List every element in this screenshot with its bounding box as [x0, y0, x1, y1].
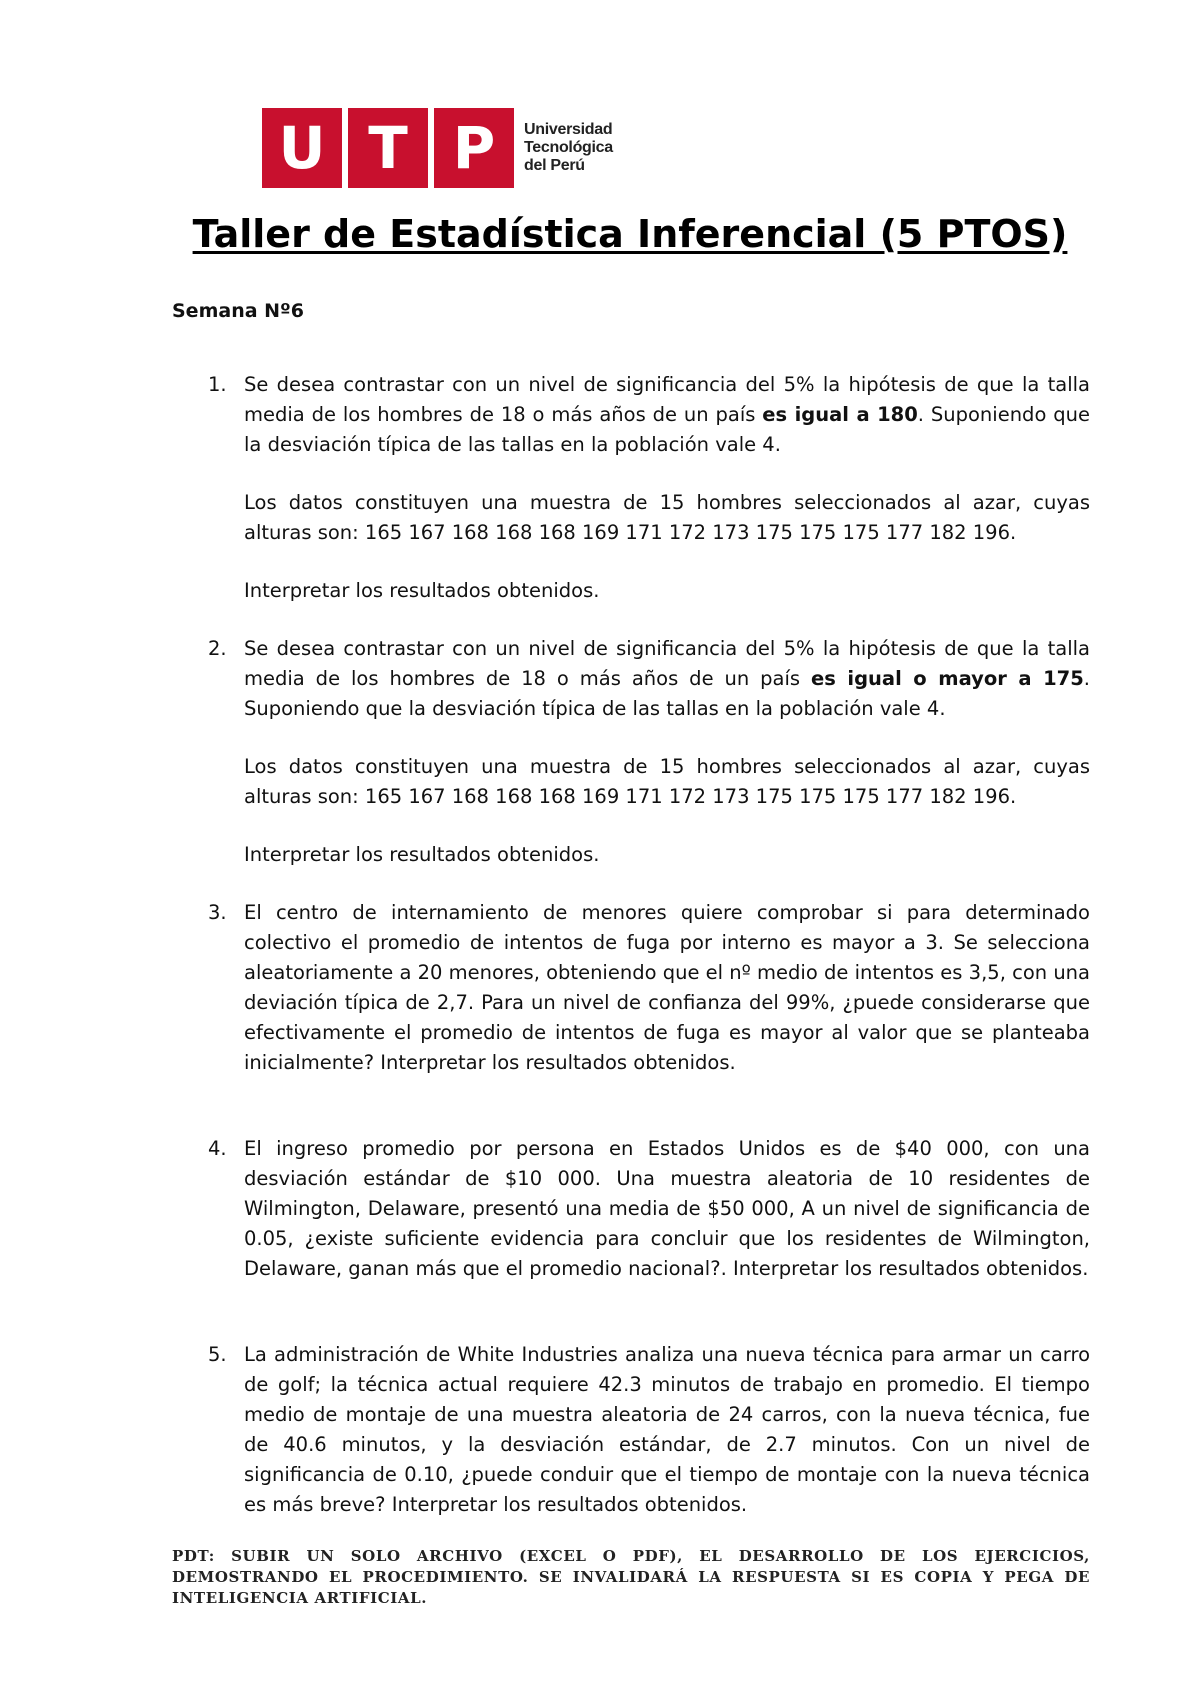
exercise-text: El centro de internamiento de menores quiere comprobar si para determinado colectivo el promedio de intentos de fuga por interno es mayor a 3. Se selecciona aleatoriamente a 20 menores, obteniendo que el nº medio de intentos es 3,5, con una deviación típica de 2,7. Para un nivel de confianza del 99%, ¿puede considerarse que efectivamente el promedio de intentos de fuga es mayor al valor que se planteaba inicialmente? Interpretar los resultados obtenidos.: [244, 901, 1090, 1074]
statement-text: Se desea contrastar con un nivel de significancia del 5% la hipótesis de que la talla media de los hombres de 18 o más años de un país: [244, 637, 1090, 690]
utp-logo: [262, 108, 613, 188]
statement-bold: es igual a 180: [762, 403, 918, 426]
exercise-2: [200, 634, 1090, 870]
exercise-5: [200, 1340, 1090, 1520]
page-title: Taller de Estadística Inferencial (5 PTOS): [192, 212, 1068, 256]
exercise-statement: [244, 370, 1090, 460]
logo-line-2: Tecnológica: [524, 139, 613, 156]
logo-line-1: Universidad: [524, 121, 613, 138]
exercise-data: Los datos constituyen una muestra de 15 hombres seleccionados al azar, cuyas alturas son: 165 167 168 168 168 169 171 172 173 175 175 175 177 182 196.: [244, 755, 1090, 808]
exercise-number: 4.: [208, 1137, 227, 1160]
exercise-statement: [244, 634, 1090, 724]
statement-text-end: . Suponiendo que la desviación típica de las tallas en la población vale 4.: [244, 403, 1090, 456]
logo-letter-p: P: [434, 108, 514, 188]
exercise-text: La administración de White Industries analiza una nueva técnica para armar un carro de golf; la técnica actual requiere 42.3 minutos de trabajo en promedio. El tiempo medio de montaje de una muestra aleatoria de 24 carros, con la nueva técnica, fue de 40.6 minutos, y la desviación estándar, de 2.7 minutos. Con un nivel de significancia de 0.10, ¿puede conduir que el tiempo de montaje con la nueva técnica es más breve? Interpretar los resultados obtenidos.: [244, 1343, 1090, 1516]
exercise-data: Los datos constituyen una muestra de 15 hombres seleccionados al azar, cuyas alturas son: 165 167 168 168 168 169 171 172 173 175 175 175 177 182 196.: [244, 491, 1090, 544]
exercise-instruction: Interpretar los resultados obtenidos.: [244, 843, 600, 866]
exercise-instruction: Interpretar los resultados obtenidos.: [244, 579, 600, 602]
statement-text: Se desea contrastar con un nivel de significancia del 5% la hipótesis de que la talla media de los hombres de 18 o más años de un país: [244, 373, 1090, 426]
logo-letter-t: T: [348, 108, 428, 188]
exercise-1: [200, 370, 1090, 606]
exercise-number: 5.: [208, 1343, 227, 1366]
exercise-number: 3.: [208, 901, 227, 924]
week-label: Semana Nº6: [172, 300, 304, 322]
logo-letter-u: U: [262, 108, 342, 188]
logo-wordmark: [524, 108, 613, 188]
exercise-4: [200, 1134, 1090, 1284]
logo-line-3: del Perú: [524, 157, 585, 174]
exercise-number: 1.: [208, 373, 227, 396]
exercise-3: [200, 898, 1090, 1078]
statement-text-end: . Suponiendo que la desviación típica de las tallas en la población vale 4.: [244, 667, 1090, 720]
exercise-text: El ingreso promedio por persona en Estados Unidos es de $40 000, con una desviación estándar de $10 000. Una muestra aleatoria de 10 residentes de Wilmington, Delaware, presentó una media de $50 000, A un nivel de significancia de 0.05, ¿existe suficiente evidencia para concluir que los residentes de Wilmington, Delaware, ganan más que el promedio nacional?. Interpretar los resultados obtenidos.: [244, 1137, 1090, 1280]
statement-bold: es igual o mayor a 175: [811, 667, 1084, 690]
submission-note: PDT: SUBIR UN SOLO ARCHIVO (EXCEL O PDF), EL DESARROLLO DE LOS EJERCICIOS, DEMOSTRANDO EL PROCEDIMIENTO. SE INVALIDARÁ LA RESPUESTA SI ES COPIA Y PEGA DE INTELIGENCIA ARTIFICIAL.: [172, 1547, 1090, 1607]
exercise-number: 2.: [208, 637, 227, 660]
